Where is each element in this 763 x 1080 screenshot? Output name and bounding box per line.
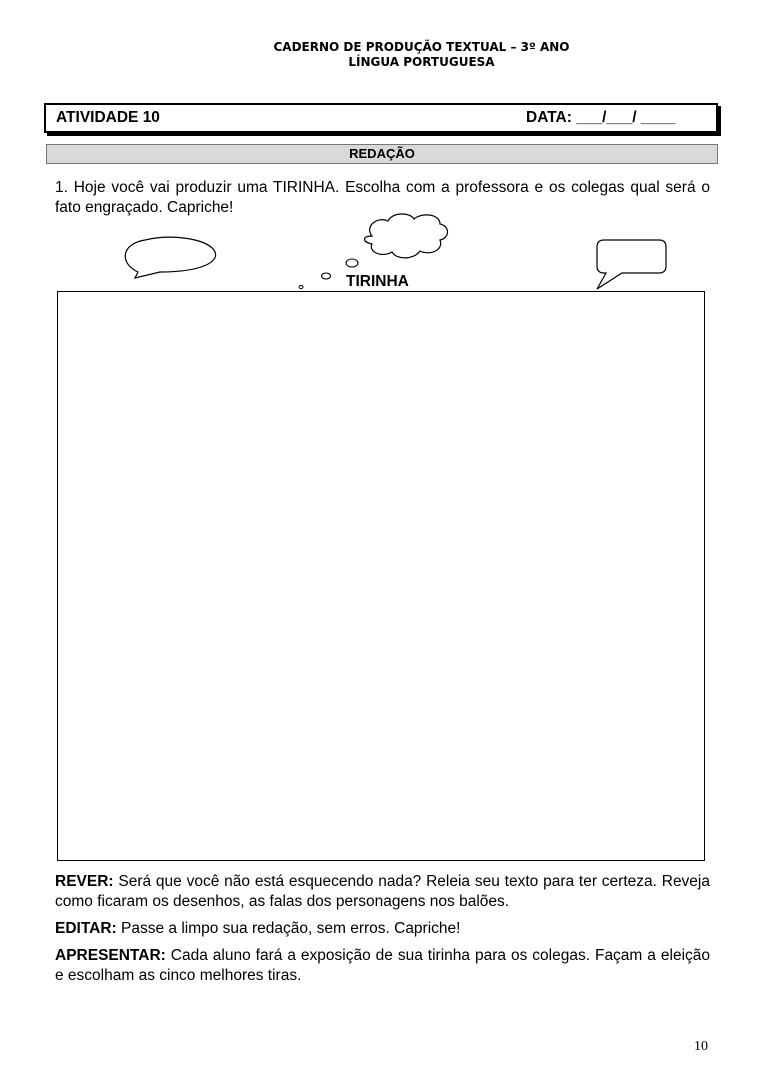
strip-title: TIRINHA bbox=[346, 273, 409, 290]
step-apresentar-label: APRESENTAR: bbox=[55, 947, 166, 964]
step-editar-label: EDITAR: bbox=[55, 920, 117, 937]
thought-cloud-icon bbox=[365, 214, 448, 258]
step-apresentar-text: Cada aluno fará a exposição de sua tirinha para os colegas. Façam a eleição e escolham as cinco melhores tiras. bbox=[55, 947, 710, 984]
date-field: DATA: ___/___/ ____ bbox=[526, 109, 676, 126]
header-subtitle: LÍNGUA PORTUGUESA bbox=[348, 55, 495, 69]
instruction-text: 1. Hoje você vai produzir uma TIRINHA. Escolha com a professora e os colegas qual será o fato engraçado. Capriche! bbox=[55, 179, 710, 216]
speech-balloon-left-icon bbox=[125, 237, 215, 278]
step-editar bbox=[55, 919, 710, 939]
activity-label: ATIVIDADE 10 bbox=[56, 109, 160, 126]
section-title: REDAÇÃO bbox=[46, 144, 718, 164]
speech-balloon-right-icon bbox=[597, 240, 666, 289]
step-rever bbox=[55, 872, 710, 912]
page-number: 10 bbox=[694, 1039, 708, 1054]
step-rever-text: Será que você não está esquecendo nada? Releia seu texto para ter certeza. Reveja como ficaram os desenhos, as falas dos personagens nos balões. bbox=[55, 873, 710, 910]
thought-bubble-medium-icon bbox=[322, 273, 331, 279]
thought-bubble-large-icon bbox=[346, 259, 358, 267]
step-apresentar bbox=[55, 946, 710, 986]
document-header bbox=[0, 40, 763, 70]
step-editar-text: Passe a limpo sua redação, sem erros. Capriche! bbox=[116, 920, 461, 937]
header-title: CADERNO DE PRODUÇÃO TEXTUAL – 3º ANO bbox=[273, 40, 570, 54]
step-rever-label: REVER: bbox=[55, 873, 114, 890]
thought-bubble-small-icon bbox=[299, 286, 303, 289]
drawing-area bbox=[57, 291, 705, 861]
activity-box bbox=[44, 103, 718, 133]
steps-section bbox=[55, 872, 710, 993]
